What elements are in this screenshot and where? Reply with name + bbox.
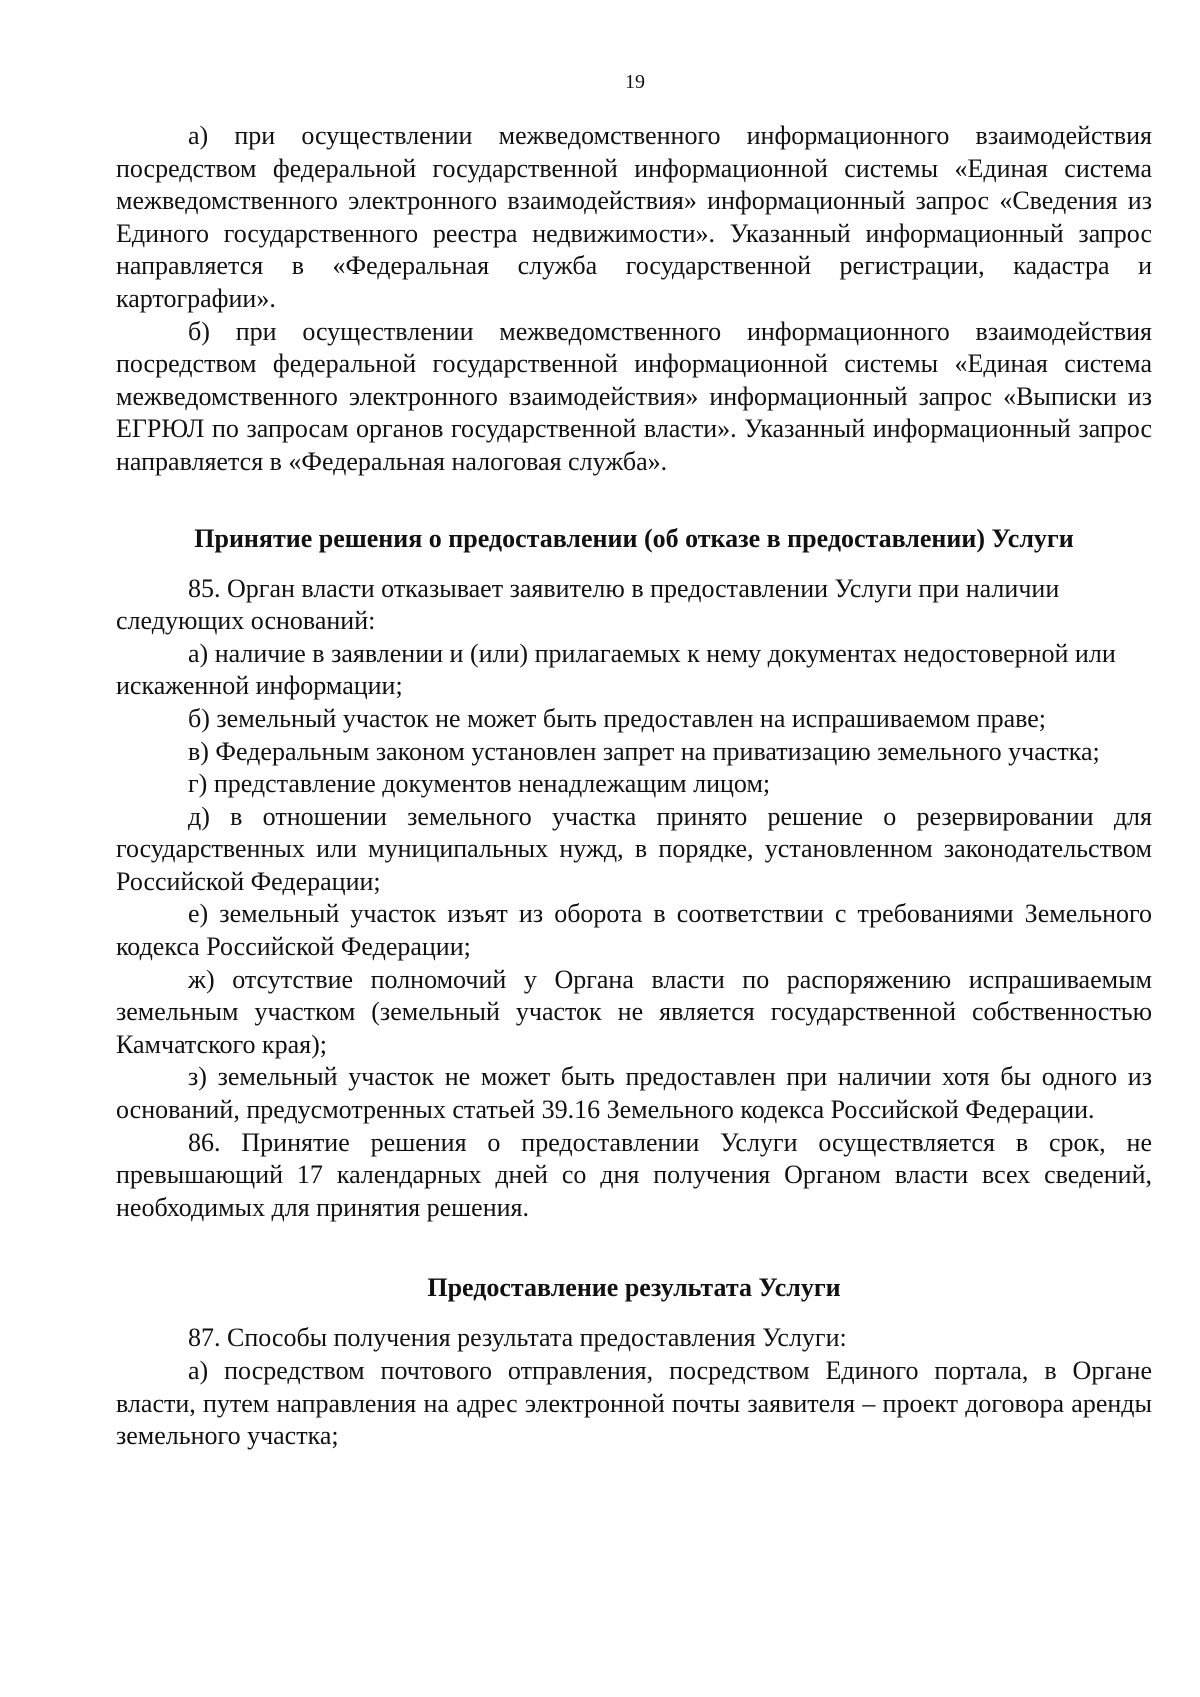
- document-body: [116, 120, 1152, 1453]
- paragraph-86-decision-term: 86. Принятие решения о предоставлении Услуги осуществляется в срок, не превышающий 17 календарных дней со дня получения Органом власти всех сведений, необходимых для принятия решения.: [116, 1127, 1152, 1222]
- list-item-v-privatization-ban: в) Федеральным законом установлен запрет на приватизацию земельного участка;: [188, 736, 1100, 766]
- section-heading-decision: Принятие решения о предоставлении (об отказе в предоставлении) Услуги: [194, 523, 1074, 553]
- paragraph-b-egrul-request: б) при осуществлении межведомственного информационного взаимодействия посредством федеральной государственной информационной системы «Единая система межведомственного электронного взаимодействия» информационный запрос «Выписки из ЕГРЮЛ по запросам органов государственной власти». Указанный информационный запрос направляется в «Федеральная налоговая служба».: [116, 316, 1152, 476]
- list-item-a-delivery-methods: а) посредством почтового отправления, посредством Единого портала, в Органе власти, путем направления на адрес электронной почты заявителя – проект договора аренды земельного участка;: [116, 1356, 1152, 1451]
- paragraph-87-result-methods: 87. Способы получения результата предоставления Услуги:: [188, 1323, 847, 1353]
- list-item-g-improper-person: г) представление документов ненадлежащим лицом;: [188, 769, 771, 799]
- list-item-zh-no-authority: ж) отсутствие полномочий у Органа власти по распоряжению испрашиваемым земельным участком (земельный участок не является государственной собственностью Камчатского края);: [116, 964, 1152, 1059]
- list-item-a-false-information: а) наличие в заявлении и (или) прилагаемых к нему документах недостоверной или искаженной информации;: [116, 638, 1116, 701]
- page-number: 19: [625, 71, 645, 93]
- list-item-e-withdrawn-from-circulation: е) земельный участок изъят из оборота в соответствии с требованиями Земельного кодекса Российской Федерации;: [116, 899, 1152, 962]
- paragraph-a-egrn-request: а) при осуществлении межведомственного информационного взаимодействия посредством федеральной государственной информационной системы «Единая система межведомственного электронного взаимодействия» информационный запрос «Сведения из Единого государственного реестра недвижимости». Указанный информационный запрос направляется в «Федеральная служба государственной регистрации, кадастра и картографии».: [116, 121, 1152, 313]
- list-item-b-right-not-granted: б) земельный участок не может быть предоставлен на испрашиваемом праве;: [188, 703, 1046, 733]
- list-item-z-article-39-16: з) земельный участок не может быть предоставлен при наличии хотя бы одного из оснований, предусмотренных статьей 39.16 Земельного кодекса Российской Федерации.: [116, 1062, 1152, 1125]
- list-item-d-reservation: д) в отношении земельного участка принято решение о резервировании для государственных или муниципальных нужд, в порядке, установленном законодательством Российской Федерации;: [116, 801, 1152, 896]
- section-heading-result: Предоставление результата Услуги: [427, 1273, 841, 1303]
- paragraph-85-refusal-grounds: 85. Орган власти отказывает заявителю в предоставлении Услуги при наличии следующих оснований:: [116, 573, 1060, 636]
